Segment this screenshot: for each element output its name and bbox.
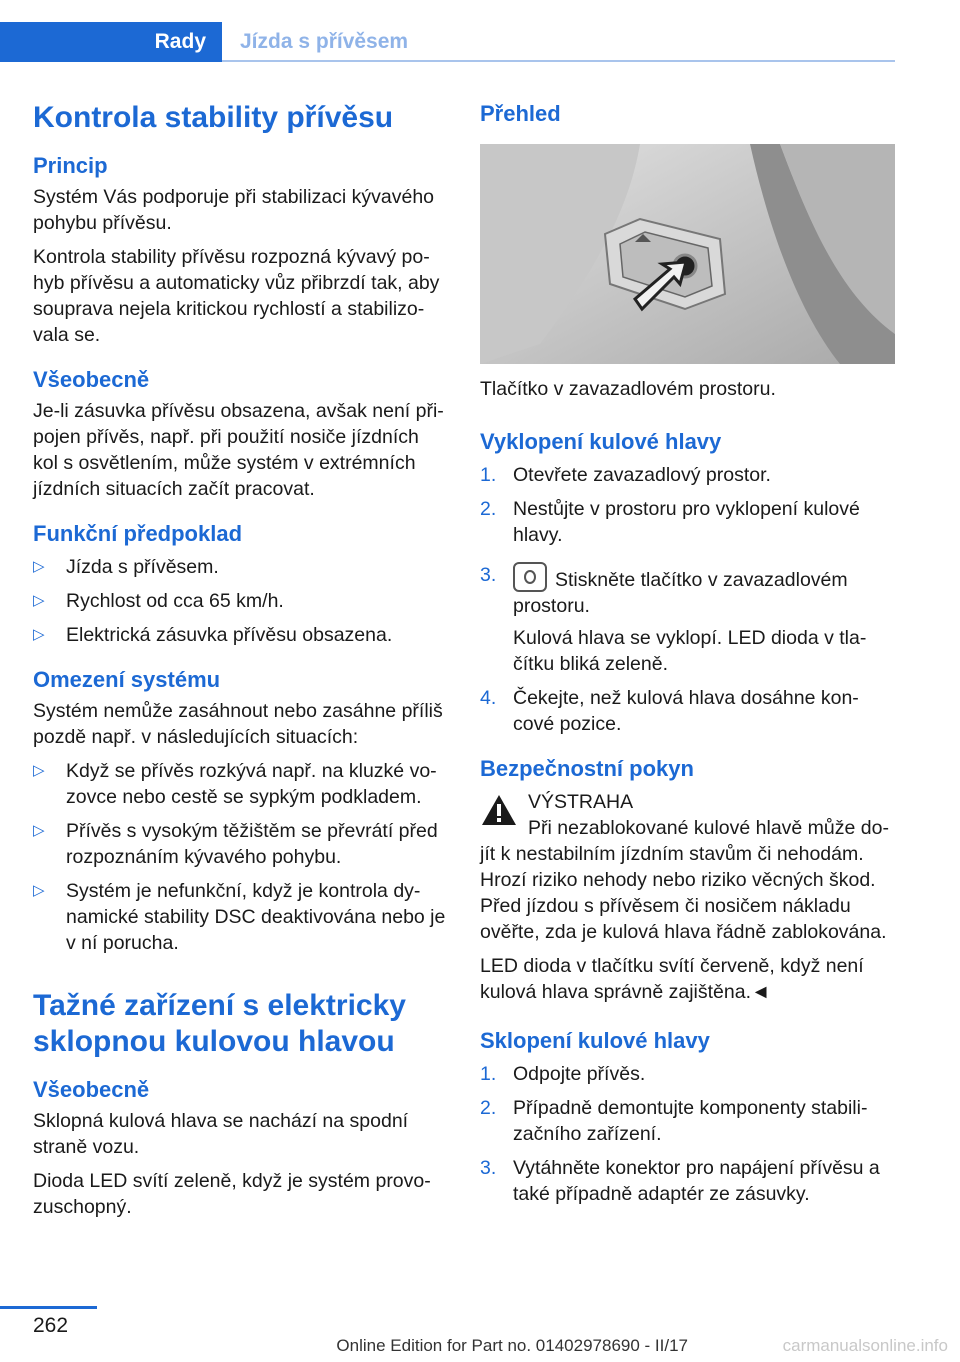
- list-item: ▷ Když se přívěs rozkývá např. na kluzké vo- zovce nebo cestě se sypkým podkladem.: [33, 760, 437, 808]
- triangle-bullet-icon: ▷: [33, 762, 45, 779]
- heading-princip: Princip: [33, 153, 108, 178]
- prerequisite-list: [33, 554, 448, 648]
- fold-steps: [480, 1061, 895, 1207]
- limitations-list: [33, 758, 448, 956]
- subsection-tab: Jízda s přívěsem: [240, 30, 409, 53]
- step-note: Kulová hlava se vyklopí. LED dioda v tla- čítku bliká zeleně.: [513, 627, 867, 675]
- triangle-bullet-icon: ▷: [33, 558, 45, 575]
- paragraph: Sklopná kulová hlava se nachází na spodní straně vozu.: [33, 1110, 409, 1158]
- watermark: carmanualsonline.info: [782, 1336, 948, 1355]
- list-item: 2. Případně demontujte komponenty stabili- začního zařízení.: [480, 1097, 868, 1145]
- warning-text: jít k nestabilním jízdním stavům či nehodám. Hrozí riziko nehody nebo riziko věcných škod. Před jízdou s přívěsem či nosičem nákladu ověřte, zda je kulová hlava řádně zablokována.: [480, 843, 887, 943]
- list-item: 3. Vytáhněte konektor pro napájení přívěsu a také případně adaptér ze zásuvky.: [480, 1157, 880, 1205]
- paragraph: Systém nemůže zasáhnout nebo zasáhne příliš pozdě např. v následujících situacích:: [33, 700, 443, 748]
- list-item: 1. Odpojte přívěs.: [480, 1063, 646, 1085]
- list-item: ▷ Jízda s přívěsem.: [33, 556, 219, 578]
- title-tow-hitch: Tažné zařízení s elektricky sklopnou kulovou hlavou: [33, 989, 406, 1058]
- triangle-bullet-icon: ▷: [33, 882, 45, 899]
- heading-vseobecne: Všeobecně: [33, 367, 150, 392]
- header-rule: [222, 60, 895, 62]
- heading-funkcni-predpoklad: Funkční předpoklad: [33, 521, 243, 546]
- right-column: [480, 100, 895, 1215]
- heading-vseobecne-2: Všeobecně: [33, 1077, 150, 1102]
- list-item: ▷ Rychlost od cca 65 km/h.: [33, 590, 284, 612]
- edition-note: Online Edition for Part no. 01402978690 - II/17: [336, 1336, 688, 1355]
- warning-text-start: Při nezablokované kulové hlavě může do-: [528, 817, 889, 839]
- left-column: [33, 100, 448, 1228]
- photo-illustration: [480, 144, 895, 364]
- trunk-button-photo: [480, 144, 895, 364]
- photo-caption: Tlačítko v zavazadlovém prostoru.: [480, 378, 776, 400]
- list-item: 3. Stiskněte tlačítko v zavazadlovém prostoru. Kulová hlava se vyklopí. LED dioda v tla- čítku bliká zeleně.: [480, 562, 895, 677]
- list-item: 1. Otevřete zavazadlový prostor.: [480, 464, 771, 486]
- title-trailer-stability: Kontrola stability přívěsu: [33, 101, 394, 134]
- section-tab: Rady: [0, 22, 222, 62]
- heading-omezeni: Omezení systému: [33, 667, 221, 692]
- triangle-bullet-icon: ▷: [33, 626, 45, 643]
- heading-sklopeni: Sklopení kulové hlavy: [480, 1028, 710, 1053]
- footer-rule: [0, 1306, 97, 1309]
- paragraph: Je-li zásuvka přívěsu obsazena, avšak není při- pojen přívěs, např. při použití nosiče jízdních kol s osvětlením, může systém v extrémních jízdních situacích začít pracovat.: [33, 400, 444, 500]
- paragraph: Kontrola stability přívěsu rozpozná kývavý po- hyb přívěsu a automaticky vůz přibrzdí tak, aby souprava nejela kritickou rychlostí a stabilizo- vala se.: [33, 246, 440, 346]
- tow-hitch-button-icon: [513, 562, 547, 592]
- triangle-bullet-icon: ▷: [33, 592, 45, 609]
- warning-triangle-icon: [480, 793, 518, 827]
- page-number: 262: [33, 1314, 69, 1337]
- list-item: ▷ Přívěs s vysokým těžištěm se převrátí před rozpoznáním kývavého pohybu.: [33, 820, 438, 868]
- page-header: [0, 22, 895, 62]
- list-item: ▷ Elektrická zásuvka přívěsu obsazena.: [33, 624, 393, 646]
- warning-block: [480, 789, 895, 841]
- paragraph: Dioda LED svítí zeleně, když je systém provo- zuschopný.: [33, 1170, 431, 1218]
- list-item: 2. Nestůjte v prostoru pro vyklopení kulové hlavy.: [480, 498, 860, 546]
- heading-prehled: Přehled: [480, 101, 561, 126]
- heading-vyklopeni: Vyklopení kulové hlavy: [480, 429, 722, 454]
- paragraph: Systém Vás podporuje při stabilizaci kývavého pohybu přívěsu.: [33, 186, 435, 234]
- triangle-bullet-icon: ▷: [33, 822, 45, 839]
- unfold-steps: [480, 462, 895, 737]
- list-item: 4. Čekejte, než kulová hlava dosáhne kon- cové pozice.: [480, 687, 859, 735]
- list-item: ▷ Systém je nefunkční, když je kontrola dy- namické stability DSC deaktivována nebo je v ní porucha.: [33, 880, 446, 954]
- heading-bezpecnost: Bezpečnostní pokyn: [480, 756, 694, 781]
- paragraph: LED dioda v tlačítku svítí červeně, když není kulová hlava správně zajištěna.◄: [480, 955, 864, 1003]
- warning-label: VÝSTRAHA: [528, 791, 634, 813]
